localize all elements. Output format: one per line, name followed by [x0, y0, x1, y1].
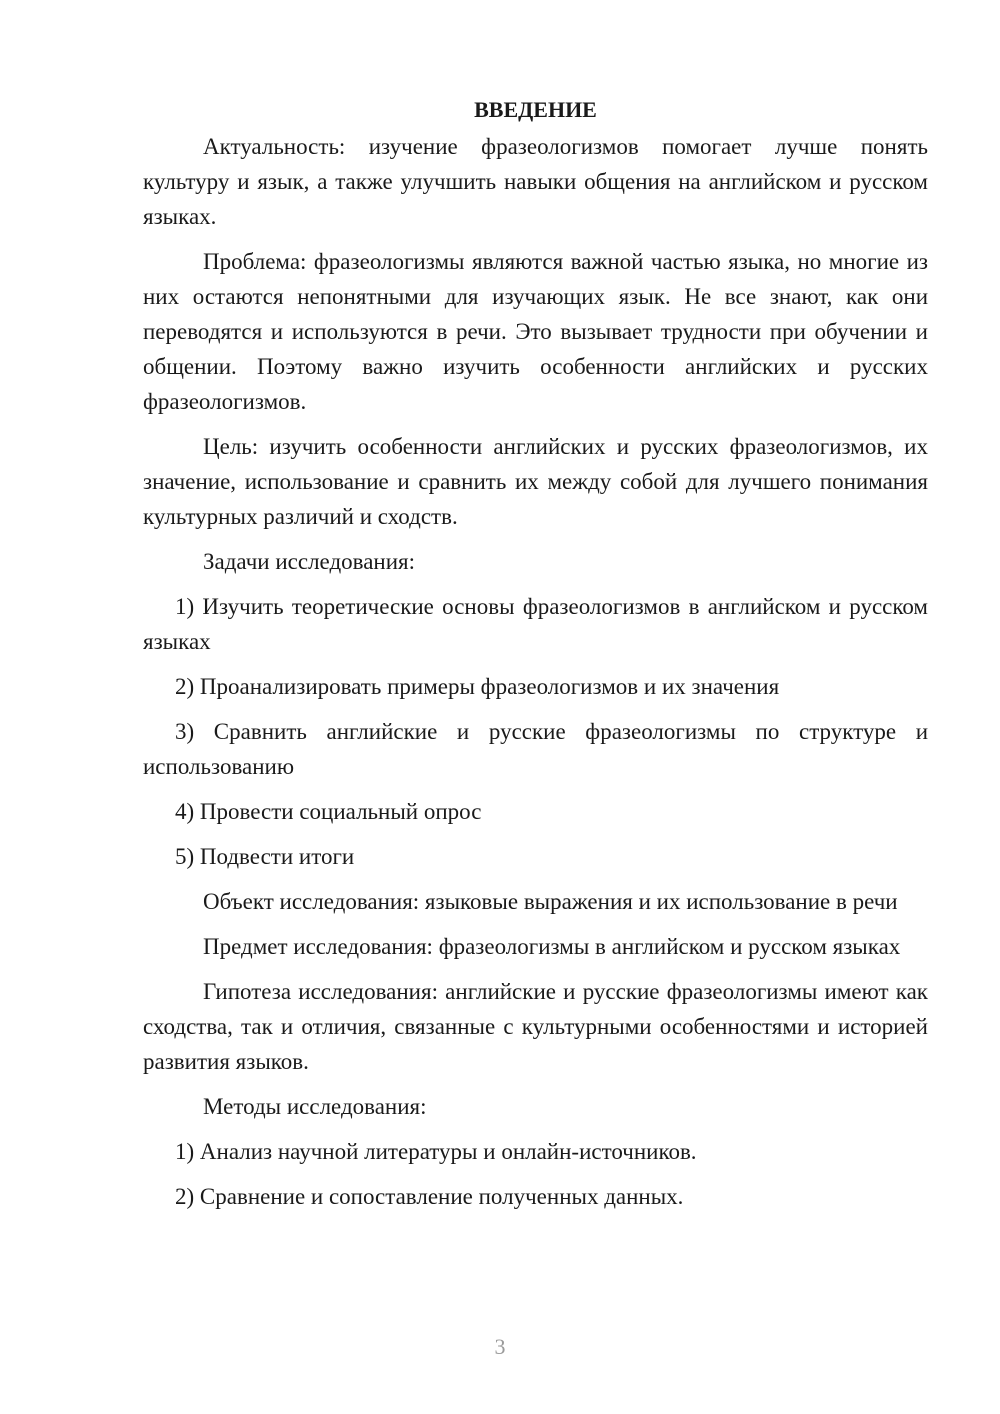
relevance-paragraph: Актуальность: изучение фразеологизмов помогает лучше понять культуру и язык, а также улучшить навыки общения на английском и русском языках. [143, 134, 928, 229]
task-item: 5) Подвести итоги [175, 844, 355, 869]
hypothesis-paragraph: Гипотеза исследования: английские и русские фразеологизмы имеют как сходства, так и отличия, связанные с культурными особенностями и историей развития языков. [143, 979, 928, 1074]
task-item: 4) Провести социальный опрос [175, 799, 482, 824]
tasks-heading: Задачи исследования: [203, 549, 416, 574]
problem-paragraph: Проблема: фразеологизмы являются важной частью языка, но многие из них остаются непонятными для изучающих язык. Не все знают, как они переводятся и используются в речи. Это вызывает трудности при обучении и общении. Поэтому важно изучить особенности английских и русских фразеологизмов. [143, 249, 928, 414]
task-item: 1) Изучить теоретические основы фразеологизмов в английском и русском языках [143, 594, 928, 654]
page-title: ВВЕДЕНИЕ [474, 97, 597, 122]
method-item: 1) Анализ научной литературы и онлайн-источников. [175, 1139, 697, 1164]
methods-heading: Методы исследования: [203, 1094, 427, 1119]
subject-paragraph: Предмет исследования: фразеологизмы в английском и русском языках [203, 934, 901, 959]
task-item: 2) Проанализировать примеры фразеологизмов и их значения [175, 674, 780, 699]
goal-paragraph: Цель: изучить особенности английских и русских фразеологизмов, их значение, использование и сравнить их между собой для лучшего понимания культурных различий и сходств. [143, 434, 928, 529]
task-item: 3) Сравнить английские и русские фразеологизмы по структуре и использованию [143, 719, 928, 779]
method-item: 2) Сравнение и сопоставление полученных данных. [175, 1184, 684, 1209]
document-page [143, 92, 928, 1224]
page-number: 3 [494, 1334, 506, 1359]
object-paragraph: Объект исследования: языковые выражения и их использование в речи [203, 889, 898, 914]
